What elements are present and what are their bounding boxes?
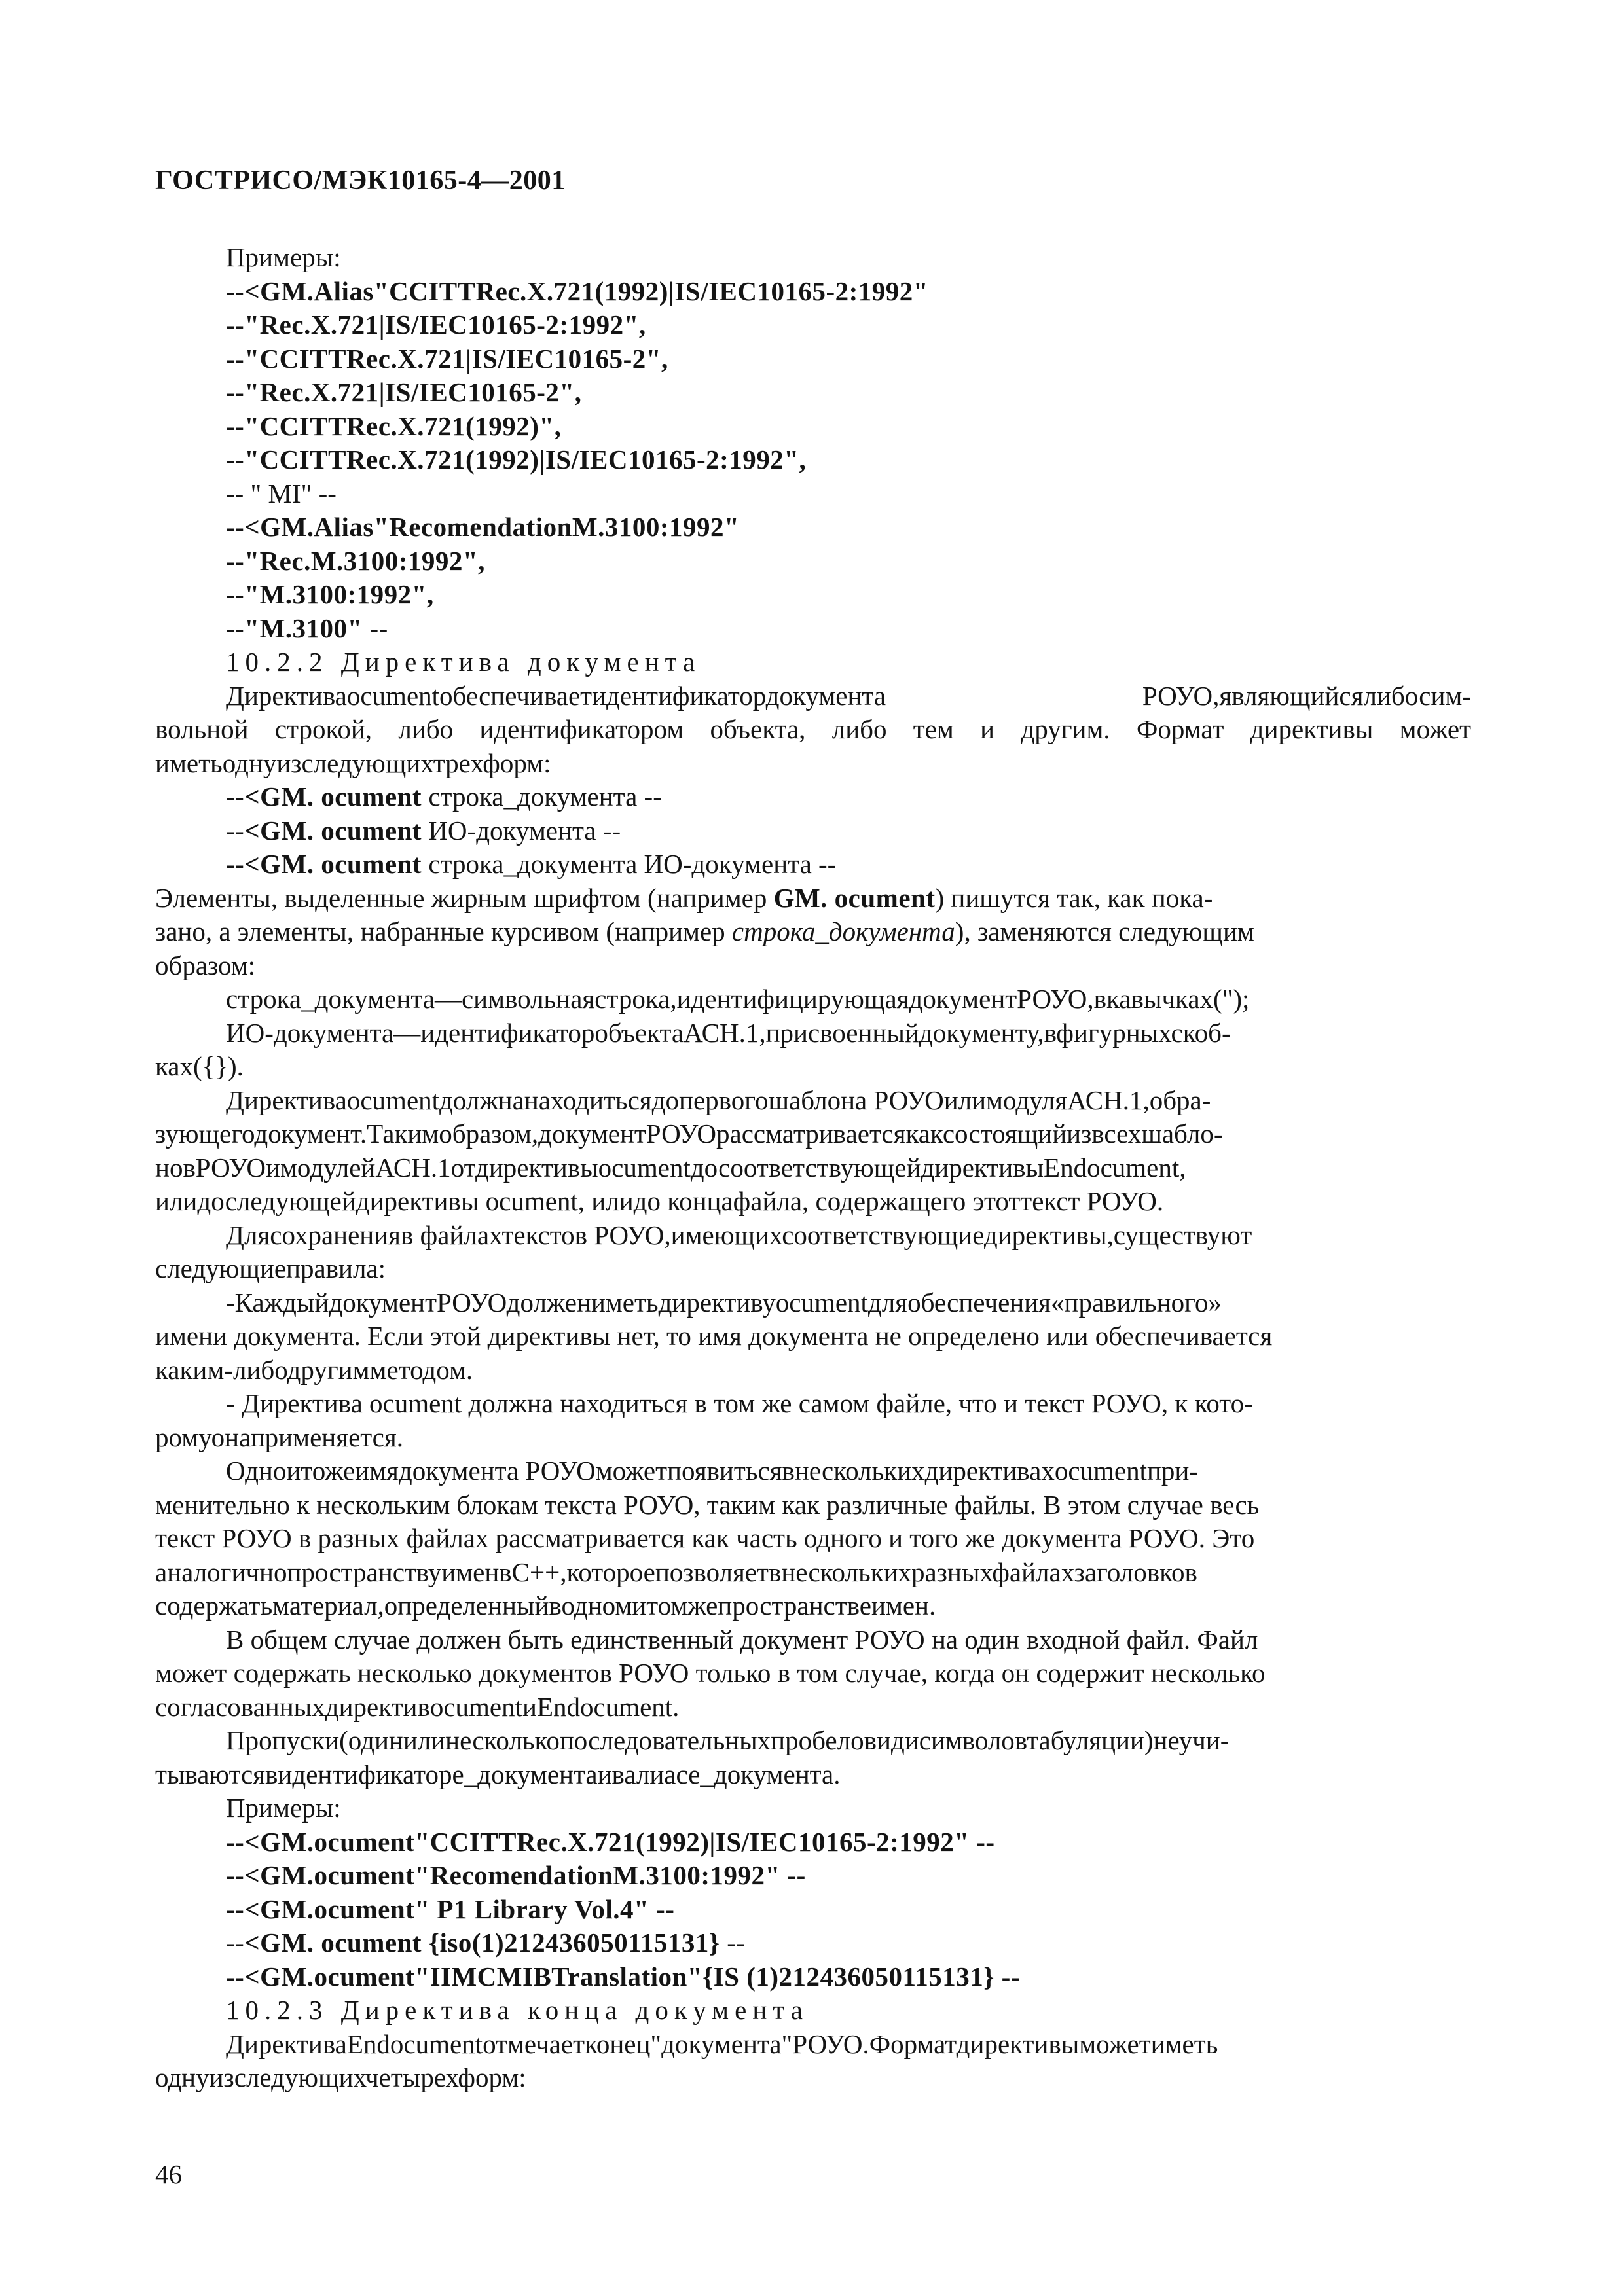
paragraph-line: иметьоднуизследующихтрехформ:: [155, 747, 551, 778]
paragraph-line: аналогичнопространствуименвС++,котороепозволяетвнесколькихразныхфайлахзаголовков: [155, 1556, 1197, 1587]
text-run: зано, а элементы, набранные курсивом (например: [155, 916, 732, 946]
examples-label: Примеры:: [226, 242, 341, 272]
example-line: --<GM.ocument"IIMCMIBTranslation"{IS (1)212436050115131} --: [226, 1961, 1020, 1992]
text-run: ), заменяются следующим: [955, 916, 1254, 946]
page-number: 46: [155, 2159, 182, 2189]
example-line: --"M.3100:1992",: [226, 579, 434, 609]
paragraph-line: ДирективаEndocumentотмечаетконец"документа"РОУО.Форматдирективыможетиметь: [226, 2028, 1218, 2059]
paragraph-line: Директиваocumentобеспечиваетидентификатордокумента РОУО,являющийсялибосим-: [226, 680, 1471, 711]
paragraph-line: илидоследующейдирективы ocument, илидо концафайла, содержащего этоттекст РОУО.: [155, 1186, 1164, 1216]
directive-form: [155, 814, 1471, 848]
definition-line: ИО-документа—идентификаторобъектаАСН.1,присвоенныйдокументу,вфигурныхскоб-: [226, 1017, 1231, 1048]
paragraph-line: зующегодокумент.Такимобразом,документРОУОрассматриваетсякаксостоящийизвсехшабло-: [155, 1119, 1223, 1149]
directive-arg: ИО-документа --: [422, 815, 621, 846]
example-line: --<GM. ocument {iso(1)212436050115131} --: [226, 1928, 746, 1958]
paragraph-line: Длясохраненияв файлахтекстов РОУО,имеющихсоответствующиедирективы,существуют: [226, 1219, 1252, 1250]
italic-run: строка_документа: [731, 916, 955, 946]
text-run: ) пишутся так, как пока-: [935, 882, 1213, 913]
rule-line: имени документа. Если этой директивы нет, то имя документа не определено или обеспечивается: [155, 1321, 1273, 1351]
rule-line: -КаждыйдокументРОУОдолжениметьдирективуocumentдляобеспечения«правильного»: [226, 1287, 1222, 1318]
example-line: --"Rec.X.721|IS/IEC10165-2",: [226, 377, 582, 407]
directive-form: [155, 848, 1471, 882]
directive-arg: строка_документа --: [422, 781, 662, 812]
example-line: --"Rec.M.3100:1992",: [226, 545, 485, 576]
directive-arg: строка_документа ИО-документа --: [422, 849, 837, 879]
example-line: -- " MI" --: [226, 478, 337, 509]
text-run: Элементы, выделенные жирным шрифтом (например: [155, 882, 774, 913]
directive-keyword: --<GM. ocument: [226, 849, 422, 879]
directive-form: [155, 780, 1471, 814]
rule-line: - Директива ocument должна находиться в том же самом файле, что и текст РОУО, к кото-: [226, 1388, 1253, 1418]
paragraph-line: образом:: [155, 950, 256, 980]
definition-line: ках({}).: [155, 1051, 244, 1081]
example-line: --<GM.Alias"CCITTRec.X.721(1992)|IS/IEC10165-2:1992": [226, 276, 929, 306]
rule-line: каким-либодругимметодом.: [155, 1354, 473, 1385]
section-heading-10-2-2: 10.2.2 Директива документа: [226, 647, 701, 677]
page-content: [155, 241, 1471, 2095]
directive-keyword: --<GM. ocument: [226, 815, 422, 846]
paragraph-line: [155, 882, 1471, 916]
example-line: --"CCITTRec.X.721(1992)",: [226, 410, 562, 441]
document-header: ГОСТРИСО/МЭК10165-4—2001: [155, 166, 566, 196]
paragraph-line: тываютсявидентификаторе_документаивалиасе_документа.: [155, 1759, 841, 1789]
paragraph-line: следующиеправила:: [155, 1253, 386, 1283]
example-line: --"CCITTRec.X.721|IS/IEC10165-2",: [226, 343, 668, 374]
paragraph-line: новРОУОимодулейАСН.1отдирективыocumentдосоответствующейдирективыEndocument,: [155, 1152, 1186, 1183]
bold-run: GM. ocument: [773, 882, 936, 913]
rule-line: ромуонаприменяется.: [155, 1422, 403, 1452]
paragraph-line: В общем случае должен быть единственный документ РОУО на один входной файл. Файл: [226, 1624, 1258, 1655]
example-line: --"Rec.X.721|IS/IEC10165-2:1992",: [226, 310, 646, 340]
example-line: --<GM.Alias"RecomendationM.3100:1992": [226, 512, 740, 542]
paragraph-line: содержатьматериал,определенныйводномитомжепространствеимен.: [155, 1590, 936, 1621]
example-line: --<GM.ocument"RecomendationM.3100:1992" --: [226, 1860, 806, 1890]
paragraph-line: Пропуски(одинилинесколькопоследовательныхпробеловидисимволовтабуляции)неучи-: [226, 1725, 1230, 1755]
directive-keyword: --<GM. ocument: [226, 781, 422, 812]
paragraph-line: текст РОУО в разных файлах рассматривается как часть одного и того же документа РОУО. Это: [155, 1523, 1255, 1553]
paragraph-line: менительно к нескольким блокам текста РОУО, таким как различные файлы. В этом случае весь: [155, 1489, 1260, 1520]
section-heading-10-2-3: 10.2.3 Директива конца документа: [226, 1995, 809, 2025]
paragraph-line: Директиваocumentдолжнанаходитьсядопервогошаблона РОУОилимодуляАСН.1,обра-: [226, 1085, 1211, 1115]
paragraph-line: согласованныхдирективocumentиEndocument.: [155, 1691, 680, 1722]
example-line: --"M.3100" --: [226, 613, 388, 643]
definition-line: строка_документа—символьнаястрока,идентифицирующаядокументРОУО,вкавычках(");: [226, 984, 1250, 1014]
example-line: --"CCITTRec.X.721(1992)|IS/IEC10165-2:1992",: [226, 444, 807, 475]
paragraph-line: [155, 915, 1471, 949]
paragraph-line: вольной строкой, либо идентификатором объекта, либо тем и другим. Формат директивы может: [155, 714, 1471, 744]
paragraph-line: однуизследующихчетырехформ:: [155, 2062, 526, 2092]
example-line: --<GM.ocument"CCITTRec.X.721(1992)|IS/IEC10165-2:1992" --: [226, 1826, 995, 1857]
example-line: --<GM.ocument" P1 Library Vol.4" --: [226, 1893, 675, 1924]
paragraph-line: может содержать несколько документов РОУО только в том случае, когда он содержит несколько: [155, 1658, 1266, 1688]
examples-label: Примеры:: [226, 1793, 341, 1823]
paragraph-line: Одноитожеимядокумента РОУОможетпоявитьсявнесколькихдирективахocumentпри-: [226, 1456, 1199, 1486]
